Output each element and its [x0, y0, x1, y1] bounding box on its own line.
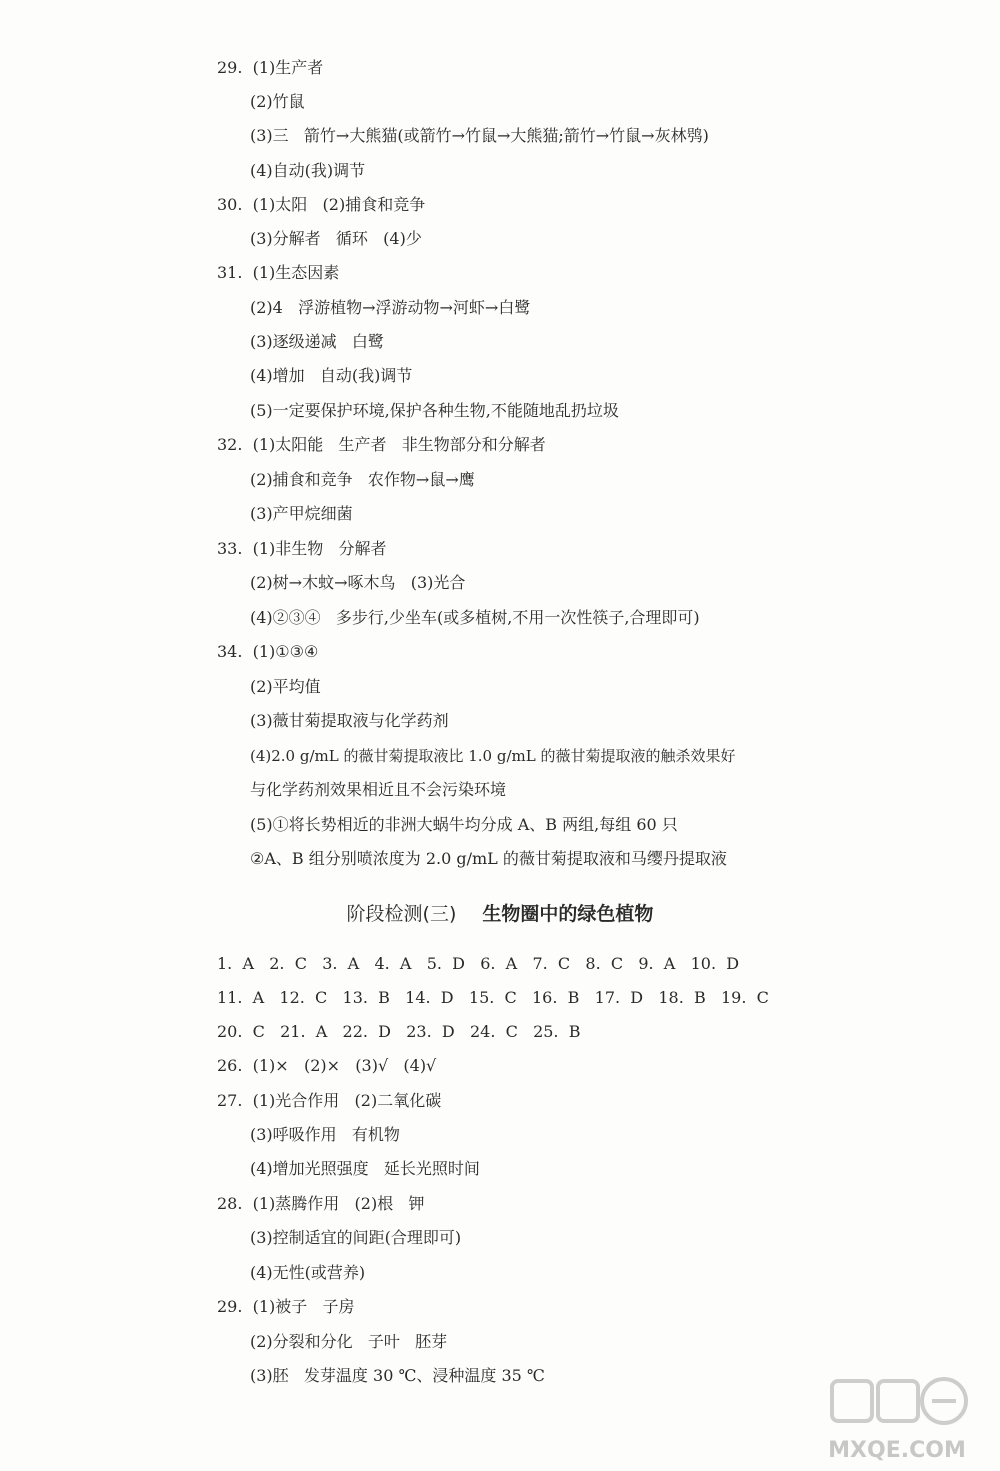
answer-34-5-a: (5)①将长势相近的非洲大蜗牛均分成 A、B 两组,每组 60 只 — [250, 815, 678, 834]
answer-28-3: (3)控制适宜的间距(合理即可) — [250, 1228, 462, 1247]
answer-33-4: (4)②③④ 多步行,少坐车(或多植树,不用一次性筷子,合理即可) — [250, 608, 700, 627]
watermark-icon — [812, 1373, 982, 1443]
answer-29b-3: (3)胚 发芽温度 30 ℃、浸种温度 35 ℃ — [250, 1366, 545, 1385]
section-title-stage: 阶段检测(三) — [346, 903, 457, 925]
answer-34-1: 34. (1)①③④ — [217, 642, 319, 661]
section-title-topic: 生物圈中的绿色植物 — [482, 903, 654, 925]
answer-29-4: (4)自动(我)调节 — [250, 161, 366, 180]
section-title — [0, 900, 1000, 928]
watermark-text: MXQE.COM — [828, 1438, 966, 1463]
answer-27-3: (3)呼吸作用 有机物 — [250, 1125, 400, 1144]
answer-30-1: 30. (1)太阳 (2)捕食和竞争 — [217, 195, 426, 214]
answer-33-2: (2)树→木蚊→啄木鸟 (3)光合 — [250, 573, 466, 592]
answer-34-3: (3)薇甘菊提取液与化学药剂 — [250, 711, 449, 730]
answer-29b-2: (2)分裂和分化 子叶 胚芽 — [250, 1332, 448, 1351]
answer-27-1: 27. (1)光合作用 (2)二氧化碳 — [217, 1091, 442, 1110]
mc-answers-row-3: 20. C 21. A 22. D 23. D 24. C 25. B — [217, 1022, 581, 1041]
answer-34-4: (4)2.0 g/mL 的薇甘菊提取液比 1.0 g/mL 的薇甘菊提取液的触杀效果好 — [250, 747, 736, 765]
answer-33-1: 33. (1)非生物 分解者 — [217, 539, 387, 558]
answer-27-4: (4)增加光照强度 延长光照时间 — [250, 1159, 480, 1178]
answer-29-2: (2)竹鼠 — [250, 92, 305, 111]
answer-32-1: 32. (1)太阳能 生产者 非生物部分和分解者 — [217, 435, 546, 454]
answer-31-1: 31. (1)生态因素 — [217, 263, 340, 282]
answer-31-3: (3)逐级递减 白鹭 — [250, 332, 384, 351]
answer-31-2: (2)4 浮游植物→浮游动物→河虾→白鹭 — [250, 298, 531, 317]
answer-28-4: (4)无性(或营养) — [250, 1263, 366, 1282]
answer-32-3: (3)产甲烷细菌 — [250, 504, 353, 523]
answer-28-1: 28. (1)蒸腾作用 (2)根 钾 — [217, 1194, 425, 1213]
answer-32-2: (2)捕食和竞争 农作物→鼠→鹰 — [250, 470, 475, 489]
answer-29-3: (3)三 箭竹→大熊猫(或箭竹→竹鼠→大熊猫;箭竹→竹鼠→灰林鸮) — [250, 126, 709, 145]
watermark-logo — [812, 1373, 982, 1463]
answer-34-4-cont: 与化学药剂效果相近且不会污染环境 — [250, 780, 507, 799]
answer-29b-1: 29. (1)被子 子房 — [217, 1297, 355, 1316]
mc-answers-row-1: 1. A 2. C 3. A 4. A 5. D 6. A 7. C 8. C 9. A 10. D — [217, 954, 740, 973]
answer-26: 26. (1)× (2)× (3)√ (4)√ — [217, 1056, 437, 1075]
answer-34-2: (2)平均值 — [250, 677, 321, 696]
answer-30-3: (3)分解者 循环 (4)少 — [250, 229, 422, 248]
answer-31-5: (5)一定要保护环境,保护各种生物,不能随地乱扔垃圾 — [250, 401, 619, 420]
mc-answers-row-2: 11. A 12. C 13. B 14. D 15. C 16. B 17. D 18. B 19. C — [217, 988, 769, 1007]
answer-29-1: 29. (1)生产者 — [217, 58, 324, 77]
answer-31-4: (4)增加 自动(我)调节 — [250, 366, 413, 385]
answer-34-5-b: ②A、B 组分别喷浓度为 2.0 g/mL 的薇甘菊提取液和马缨丹提取液 — [250, 849, 727, 868]
